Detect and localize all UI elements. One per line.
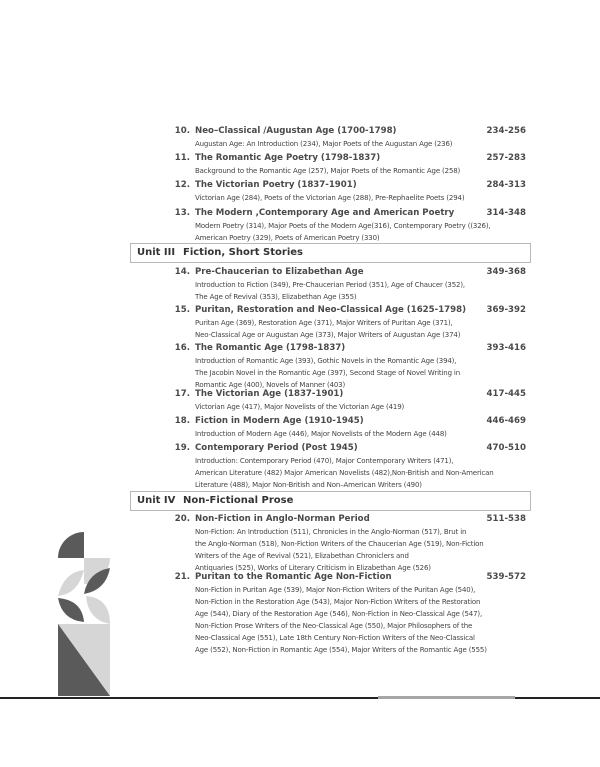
entry-number: 15. [174, 305, 190, 315]
entry-pages: 417-445 [486, 389, 526, 399]
entry-subtopics: Modern Poetry (314), Major Poets of the Modern Age(316), Contemporary Poetry ((326), [195, 222, 491, 230]
entry-subtopics: Antiquaries (525), Works of Literary Criticism in Elizabethan Age (526) [195, 564, 431, 572]
entry-subtopics: Introduction: Contemporary Period (470), Major Contemporary Writers (471), [195, 457, 454, 465]
entry-number: 13. [174, 208, 190, 218]
entry-subtopics: the Anglo-Norman (518), Non-Fiction Writers of the Chaucerian Age (519), Non-Fiction [195, 540, 484, 548]
unit-title: Non-Fictional Prose [183, 495, 294, 506]
unit-header-4 [130, 491, 531, 511]
entry-subtopics: Literature (488), Major Non-British and Non–American Writers (490) [195, 481, 422, 489]
entry-subtopics: Non-Fiction in the Restoration Age (543), Major Non-Fiction Writers of the Restoration [195, 598, 481, 606]
entry-heading [160, 125, 526, 138]
entry-title: The Victorian Age (1837-1901) [195, 389, 344, 399]
unit-header-3 [130, 243, 531, 263]
entry-number: 19. [174, 443, 190, 453]
toc-entry [160, 125, 526, 150]
entry-heading [160, 571, 526, 584]
entry-subtopics: The Age of Revival (353), Elizabethan Age (355) [195, 293, 357, 301]
entry-number: 16. [174, 343, 190, 353]
entry-subtopics: Victorian Age (417), Major Novelists of the Victorian Age (419) [195, 403, 405, 411]
entry-title: The Modern ,Contemporary Age and American Poetry [195, 208, 455, 218]
toc-entry [160, 415, 526, 440]
entry-subtopics: Augustan Age: An Introduction (234), Major Poets of the Augustan Age (236) [195, 140, 453, 148]
entry-subtopics: Neo-Classical Age (551), Late 18th Century Non-Fiction Writers of the Neo-Classical [195, 634, 475, 642]
entry-subtopics: Background to the Romantic Age (257), Major Poets of the Romantic Age (258) [195, 167, 461, 175]
entry-subtopics: Non-Fiction in Puritan Age (539), Major Non-Fiction Writers of the Puritan Age (540), [195, 586, 476, 594]
entry-heading [160, 266, 526, 279]
entry-number: 20. [174, 514, 190, 524]
entry-title: Puritan, Restoration and Neo-Classical Age (1625-1798) [195, 305, 467, 315]
entry-subtopics: Age (552), Non-Fiction in Romantic Age (554), Major Writers of the Romantic Age (555) [195, 646, 487, 654]
entry-number: 17. [174, 389, 190, 399]
entry-pages: 234-256 [486, 126, 526, 136]
entry-pages: 446-469 [486, 416, 526, 426]
entry-title: Puritan to the Romantic Age Non-Fiction [195, 572, 392, 582]
decorative-leaf-graphic [56, 530, 114, 698]
entry-heading [160, 388, 526, 401]
entry-number: 12. [174, 180, 190, 190]
entry-heading [160, 152, 526, 165]
entry-title: The Romantic Age Poetry (1798-1837) [195, 153, 381, 163]
entry-pages: 314-348 [486, 208, 526, 218]
toc-entry [160, 571, 526, 656]
entry-pages: 284-313 [486, 180, 526, 190]
entry-pages: 511-538 [486, 514, 526, 524]
entry-title: Neo–Classical /Augustan Age (1700-1798) [195, 126, 397, 136]
entry-subtopics: Victorian Age (284), Poets of the Victorian Age (288), Pre-Rephaelite Poets (294) [195, 194, 465, 202]
footer-accent-bar [378, 696, 515, 699]
entry-subtopics: American Literature (482) Major American Novelists (482),Non-British and Non-American [195, 469, 494, 477]
entry-number: 14. [174, 267, 190, 277]
entry-pages: 257-283 [486, 153, 526, 163]
entry-heading [160, 415, 526, 428]
toc-entry [160, 207, 526, 244]
entry-subtopics: Neo-Classical Age or Augustan Age (373), Major Writers of Augustan Age (374) [195, 331, 461, 339]
entry-subtopics: The Jacobin Novel in the Romantic Age (397), Second Stage of Novel Writing in [195, 369, 461, 377]
toc-entry [160, 179, 526, 204]
entry-pages: 470-510 [486, 443, 526, 453]
entry-heading [160, 442, 526, 455]
entry-title: Non-Fiction in Anglo-Norman Period [195, 514, 370, 524]
entry-subtopics: Introduction of Modern Age (446), Major Novelists of the Modern Age (448) [195, 430, 447, 438]
unit-title: Fiction, Short Stories [183, 247, 303, 258]
entry-number: 11. [174, 153, 190, 163]
toc-entry [160, 388, 526, 413]
entry-subtopics: Puritan Age (369), Restoration Age (371), Major Writers of Puritan Age (371), [195, 319, 453, 327]
entry-title: Pre-Chaucerian to Elizabethan Age [195, 267, 364, 277]
entry-heading [160, 342, 526, 355]
entry-subtopics: Introduction of Romantic Age (393), Gothic Novels in the Romantic Age (394), [195, 357, 457, 365]
toc-entry [160, 304, 526, 341]
toc-entry [160, 152, 526, 177]
unit-label: Unit IV [137, 495, 176, 506]
entry-heading [160, 207, 526, 220]
entry-title: The Romantic Age (1798-1837) [195, 343, 346, 353]
entry-number: 18. [174, 416, 190, 426]
unit-label: Unit III [137, 247, 176, 258]
entry-pages: 349-368 [486, 267, 526, 277]
entry-pages: 393-416 [486, 343, 526, 353]
entry-number: 21. [174, 572, 190, 582]
toc-entry [160, 342, 526, 391]
entry-heading [160, 304, 526, 317]
entry-subtopics: Romantic Age (400), Novels of Manner (403) [195, 381, 346, 389]
toc-entry [160, 513, 526, 574]
entry-subtopics: Non-Fiction Prose Writers of the Neo-Classical Age (550), Major Philosophers of the [195, 622, 473, 630]
entry-title: Contemporary Period (Post 1945) [195, 443, 358, 453]
toc-entry [160, 266, 526, 303]
toc-entry [160, 442, 526, 491]
entry-pages: 539-572 [486, 572, 526, 582]
entry-heading [160, 513, 526, 526]
entry-subtopics: Introduction to Fiction (349), Pre-Chaucerian Period (351), Age of Chaucer (352), [195, 281, 465, 289]
entry-subtopics: American Poetry (329), Poets of American Poetry (330) [195, 234, 380, 242]
entry-subtopics: Non-Fiction: An Introduction (511), Chronicles in the Anglo-Norman (517), Brut in [195, 528, 467, 536]
entry-title: The Victorian Poetry (1837-1901) [195, 180, 357, 190]
entry-subtopics: Writers of the Age of Revival (521), Elizabethan Chroniclers and [195, 552, 409, 560]
entry-subtopics: Age (544), Diary of the Restoration Age (546), Non-Fiction in Neo-Classical Age (547), [195, 610, 483, 618]
entry-title: Fiction in Modern Age (1910-1945) [195, 416, 364, 426]
entry-number: 10. [174, 126, 190, 136]
entry-heading [160, 179, 526, 192]
entry-pages: 369-392 [486, 305, 526, 315]
